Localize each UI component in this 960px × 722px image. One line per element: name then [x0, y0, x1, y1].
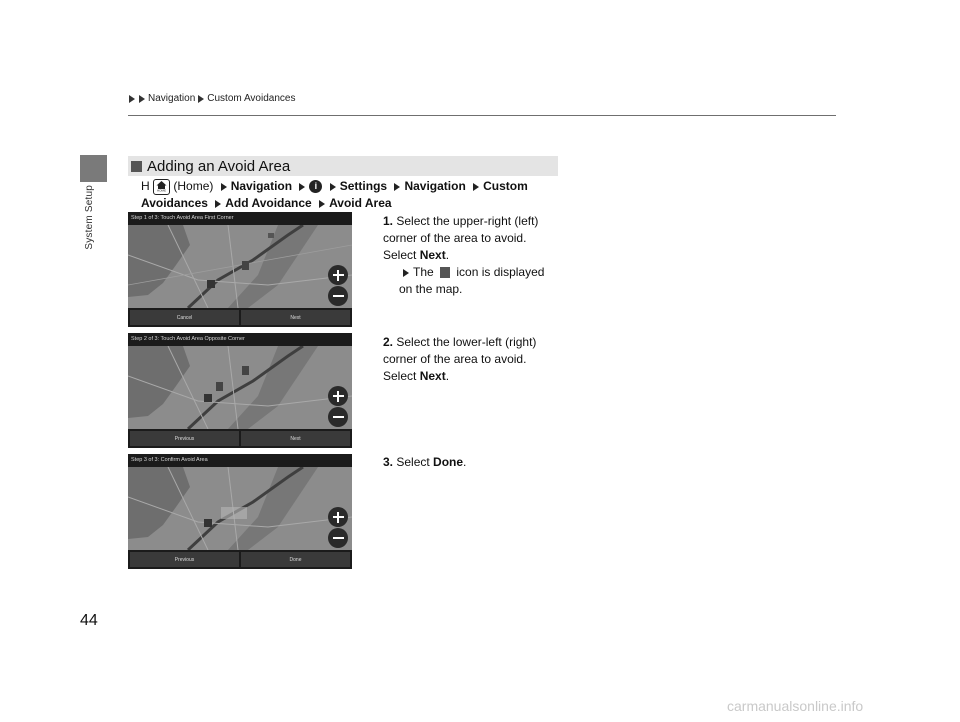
step-number: 1.	[383, 214, 394, 228]
step-number: 3.	[383, 455, 394, 469]
menu-path	[141, 178, 561, 212]
zoom-out-icon[interactable]	[328, 528, 348, 548]
screen-button-bar	[128, 550, 352, 569]
step-text-end: .	[445, 369, 450, 383]
step-bold: Done	[433, 455, 464, 469]
step-number: 2.	[383, 335, 394, 349]
section-header	[128, 156, 558, 176]
section-square-icon	[131, 161, 142, 172]
watermark: carmanualsonline.info	[727, 698, 864, 714]
done-button[interactable]: Done	[241, 552, 350, 567]
home-icon	[153, 179, 170, 195]
zoom-in-icon[interactable]	[328, 386, 348, 406]
substep-text-a: The	[413, 265, 434, 279]
path-navigation: Navigation	[230, 179, 293, 193]
section-title: Adding an Avoid Area	[147, 157, 291, 175]
substep-text-b: icon is displayed on the map.	[399, 265, 545, 296]
screen-step-2	[128, 333, 352, 448]
h-key: H	[141, 179, 150, 193]
path-arrow-icon	[473, 183, 479, 191]
home-label: (Home)	[173, 179, 214, 193]
step-3	[383, 454, 561, 471]
path-avoid-area: Avoid Area	[329, 196, 392, 210]
step-text: Select the lower-left (right) corner of the area to avoid. Select	[383, 335, 537, 383]
previous-button[interactable]: Previous	[130, 552, 239, 567]
cancel-button[interactable]: Cancel	[130, 310, 239, 325]
path-arrow-icon	[215, 200, 221, 208]
screen-title: Step 3 of 3: Confirm Avoid Area	[128, 454, 352, 467]
breadcrumb-item-custom-avoidances: Custom Avoidances	[207, 93, 296, 104]
step-text: Select the upper-right (left) corner of the area to avoid. Select	[383, 214, 539, 262]
map-view[interactable]	[128, 225, 352, 308]
step-text-end: .	[445, 248, 450, 262]
result-arrow-icon	[403, 269, 409, 277]
path-custom: Custom	[483, 179, 528, 193]
path-settings: Settings	[339, 179, 388, 193]
breadcrumb-arrow-icon	[139, 95, 145, 103]
breadcrumb-item-navigation: Navigation	[148, 93, 196, 104]
info-icon: i	[309, 180, 322, 193]
next-button[interactable]: Next	[241, 310, 350, 325]
zoom-out-icon[interactable]	[328, 286, 348, 306]
side-tab-marker	[80, 155, 107, 182]
breadcrumb-arrow-icon	[198, 95, 204, 103]
step-2	[383, 334, 561, 385]
zoom-in-icon[interactable]	[328, 507, 348, 527]
path-arrow-icon	[319, 200, 325, 208]
step-substep	[383, 264, 561, 298]
screen-title: Step 2 of 3: Touch Avoid Area Opposite Corner	[128, 333, 352, 346]
screen-step-1	[128, 212, 352, 327]
breadcrumb	[128, 93, 295, 104]
screen-step-3	[128, 454, 352, 569]
breadcrumb-arrow-icon	[129, 95, 135, 103]
path-avoidances: Avoidances	[141, 196, 208, 210]
side-label	[80, 185, 107, 265]
screen-button-bar	[128, 308, 352, 327]
side-label-text: System Setup	[84, 185, 95, 250]
map-view[interactable]	[128, 467, 352, 550]
path-navigation-2: Navigation	[404, 179, 466, 193]
screen-title: Step 1 of 3: Touch Avoid Area First Corner	[128, 212, 352, 225]
avoid-area-icon	[440, 267, 450, 278]
svg-text:HOME: HOME	[157, 188, 167, 192]
previous-button[interactable]: Previous	[130, 431, 239, 446]
step-text: Select	[396, 455, 434, 469]
path-arrow-icon	[330, 183, 336, 191]
step-bold: Next	[419, 369, 446, 383]
path-arrow-icon	[221, 183, 227, 191]
header-rule	[128, 115, 836, 116]
path-add-avoidance: Add Avoidance	[225, 196, 312, 210]
step-text-end: .	[463, 455, 467, 469]
path-arrow-icon	[394, 183, 400, 191]
zoom-in-icon[interactable]	[328, 265, 348, 285]
step-1	[383, 213, 561, 298]
map-view[interactable]	[128, 346, 352, 429]
zoom-out-icon[interactable]	[328, 407, 348, 427]
screen-button-bar	[128, 429, 352, 448]
path-arrow-icon	[299, 183, 305, 191]
page-number: 44	[80, 612, 98, 629]
next-button[interactable]: Next	[241, 431, 350, 446]
step-bold: Next	[419, 248, 446, 262]
